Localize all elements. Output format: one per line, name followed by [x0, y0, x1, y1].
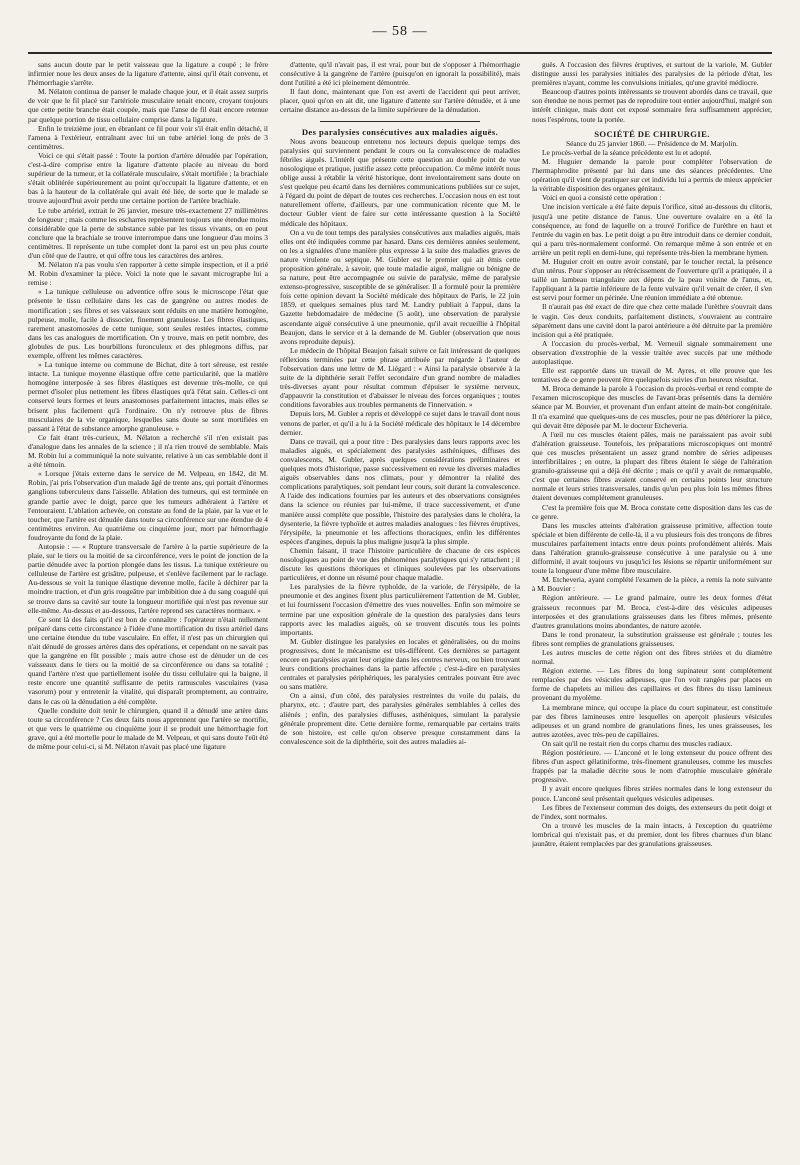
section-divider	[320, 121, 480, 122]
text-columns	[28, 60, 772, 1146]
paragraph: Il faut donc, maintenant que l'on est averti de l'accident qui peut arriver, placer, quoi qu'on en ait dit, une ligature d'attente sur l'artère dénudée, et à une certaine distance au-dessus de la limite supérieure de la dénudation.	[280, 87, 520, 115]
paragraph: M. Nélaton n'a pas voulu s'en rapporter à cette simple inspection, et il a prié M. Robin d'examiner la pièce. Voici la note que le savant micrographe lui a remise :	[28, 260, 268, 288]
paragraph: M. Nélaton continua de panser le malade chaque jour, et il était assez surpris de voir que le fil placé sur l'artériole musculaire tenait encore, croyant toujours que cette petite branche était coupée, mais que l'anse de fil était encore retenue par quelque portion de tissu cellulaire comprise dans la ligature.	[28, 87, 268, 124]
paragraph: sans aucun doute par le petit vaisseau que la ligature a coupé ; le frère infirmier noue les deux anses de la ligature d'attente, ainsi qu'il était convenu, et l'hémorrhagie s'arrête.	[28, 60, 268, 88]
paragraph: Le tube artériel, extrait le 26 janvier, mesure très-exactement 27 millimètres de longueur ; mais comme les escharres représentent toujours une étendue moins considérable que la perte de substance subie par les tissus vivants, on en peut conclure que la brachiale se trouve interrompue dans une longueur d'au moins 3 centimètres. Il représente un tube complet dont la paroi est un peu plus courte d'un côté que de l'autre, et qui offre tous les caractères des artères.	[28, 205, 268, 260]
paragraph: Quelle conduite doit tenir le chirurgien, quand il a dénudé une artère dans toute sa circonférence ? Ces deux faits nous apprennent que l'artère se mortifie, et que vers le quatrième ou cinquième jour il se produit une hémorrhagie fort grave, qui a été mortelle pour le malade de M. Velpeau, et qui sans doute l'eût été de même pour celui-ci, si M. Nélaton n'avait pas placé une ligature	[28, 705, 268, 752]
paragraph: On a ainsi, d'un côté, des paralysies restreintes du voile du palais, du pharynx, etc. ; d'autre part, des paralysies générales semblables à celles des aliénés ; enfin, des paralysies diffuses, asthéniques, simulant la paralysie générale proprement dite. Cette dernière forme, remarquable par certains traits de son histoire, est celle qu'on observe presque constamment dans la convalescence soit de la diphthérie, soit des autres maladies ai-	[280, 691, 520, 746]
paragraph: Une incision verticale a été faite depuis l'orifice, situé au-dessous du clitoris, jusqu'à une petite distance de l'anus. Une ouverture ovalaire en a été la conséquence, au fond de laquelle on a trouvé l'orifice de l'urèthre en haut et l'entrée du vagin en bas. Le petit doigt a pu être introduit dans ce dernier conduit, qui a paru très-normalement conformé. On remarque même à son entrée et en arrière un petit repli en demi-lune, qui représente très-bien la membrane hymen.	[532, 202, 772, 257]
paragraph: Ce sont là des faits qu'il est bon de connaître : l'opérateur n'était nullement préparé dans cette circonstance à l'idée d'une mortification du tissu artériel dans une certaine étendue du tube vasculaire. En effet, il n'est pas un chirurgien qui n'ait dénudé de grosses artères dans des opérations, et cependant on ne savait pas que la gangrène en fût possible ; mais autre chose est de dénuder un de ces vaisseaux dans le tiers ou la moitié de sa circonférence ou dans sa totalité ; quand l'artère n'est que partiellement isolée du tissu cellulaire qui la baigne, il reste encore une quantité suffisante de petits ramuscules vasculaires (vasa vasorum) pour y entretenir la vitalité, qui disparaît promptement, au contraire, dans le cas où la dénudation a été complète.	[28, 614, 268, 706]
paragraph: Les autres muscles de cette région ont des fibres striées et du diamètre normal.	[532, 648, 772, 667]
paragraph: M. Gubler distingue les paralysies en locales et généralisées, ou du moins progressives, dont le mécanisme est très-différent. Ces dernières se partagent encore en paralysies ayant leur origine dans les centres nerveux, ou bien trouvant leurs conditions prochaines dans la partie affectée ; c'est-à-dire en paralysies centrales et paralysies périphériques, les paralysies centrales pouvant être avec ou sans matière.	[280, 636, 520, 692]
session-line: Séance du 25 janvier 1860. — Présidence de M. Marjolin.	[566, 138, 738, 148]
paragraph: Les fibres de l'extenseur commun des doigts, des extenseurs du petit doigt et de l'index, sont normales.	[532, 802, 772, 821]
paragraph: On sait qu'il ne restait rien du corps charnu des muscles radiaux.	[542, 738, 733, 748]
paragraph: Autopsie : — « Rupture transversale de l'artère à la partie supérieure de la plaie, sur le tiers ou la moitié de sa circonférence, vers le point de jonction de la partie dénudée avec la portion plongée dans les tissus. La tunique extérieure ou celluleuse de l'artère est grisâtre, pulpeuse, et s'enlève facilement par le raclage. Au-dessous se voit la tunique élastique devenue molle, facile à déchirer par la moindre traction, et d'un gris rougeâtre par imbibition due à du sang coagulé qui se trouve dans sa cavité sur toute la longueur mortifiée qui n'est pas revenue sur elle-même. Au-dessus et au-dessous, l'artère reprend ses caractères normaux. »	[28, 541, 268, 615]
section-title: SOCIÉTÉ DE CHIRURGIE.	[594, 128, 710, 139]
paragraph: Le procès-verbal de la séance précédente est lu et adopté.	[542, 147, 712, 157]
paragraph: On a vu de tout temps des paralysies consécutives aux maladies aiguës, mais elles ont été indiquées comme par hasard. Dans ces dernières années seulement, on les a signalées d'une manière plus expresse à la suite des maladies graves de nature virulente ou septique. M. Gubler est le premier qui ait émis cette proposition générale, à savoir, que toute maladie aiguë, maligne ou bénigne de sa nature, peut être accompagnée ou suivie de paralysie, même de paralysie extenso-progressive, susceptible de se généraliser. Il a formulé pour la première fois cette opinion devant la Société médicale des hôpitaux de Paris, le 22 juin 1859, et quelques semaines plus tard M. Landry publiait à l'appui, dans la Gazette hebdomadaire de médecine (5 août), une observation de paralysie ascendante aiguë consécutive à une pneumonie, qu'il avait recueillie à l'hôpital Beaujon, dans le service et à la demande de M. Gubler (observation que nous avons reproduite depuis).	[280, 227, 520, 346]
page-header	[28, 18, 772, 54]
paragraph: d'attente, qu'il n'avait pas, il est vrai, pour but de s'opposer à l'hémorrhagie consécutive à la gangrène de l'artère (puisqu'on en ignorait la possibilité), mais dont l'utilité a été ici pleinement démontrée.	[280, 60, 520, 88]
paragraph: Voici ce qui s'était passé : Toute la portion d'artère dénudée par l'opération, c'est-à-dire comprise entre la ligature d'attente placée au niveau du bord supérieur de la tumeur, et la collatérale musculaire, s'était mortifiée ; la brachiale s'était oblitérée supérieurement au point qu'occupait la ligature d'attente, et en bas à la hauteur de la collatérale qui avait été liée, de sorte que le malade se trouve aujourd'hui avoir perdu une certaine portion de l'artère brachiale.	[28, 150, 268, 206]
column-1	[28, 60, 268, 1146]
paragraph: Dans ce travail, qui a pour titre : Des paralysies dans leurs rapports avec les maladies aiguës, et spécialement des paralysies asthéniques, diffuses des convalescents, M. Gubler, après quelques considérations préliminaires et quelques mots d'historique, passe successivement en revue les diverses maladies aiguës observables dans nos climats, pour y démontrer la réalité des complications paralytiques, soit pendant leur cours, soit durant la convalescence. A l'aide des indications fournies par les auteurs et des observations consignées dans la science ou réunies par lui-même, il trace successivement, et d'une manière aussi complète que possible, l'histoire des paralysies dans le choléra, la dysenterie, la fièvre typhoïde et autres maladies analogues : les fièvres éruptives, l'érysipèle, la pneumonie et les affections thoraciques, enfin les différentes espèces d'angines, depuis la plus maligne jusqu'à la plus simple.	[280, 436, 520, 546]
paragraph: On a trouvé les muscles de la main intacts, à l'exception du quatrième lombrical qui n'existait pas, et du premier, dont les fibres charnues d'un blanc jaunâtre, étaient remplacées par des granulations graisseuses.	[532, 820, 772, 848]
paragraph: « La tunique celluleuse ou adventice offre sous le microscope l'état que présente le tissu cellulaire dans les cas de gangrène ou autres modes de mortification ; ses fibres et ses vaisseaux sont réduits en une matière homogène, pulpeuse, molle, facile à dissocier, finement granuleuse. Les fibres élastiques, rarement anastomosées de cette tunique, sont seules restées intactes, comme dans les cas analogues de mortification. On y trouve, mais en petit nombre, des globules de pus. Les bourbillons furonculeux et des phlegmons diffus, par exemple, offrent les mêmes caractères.	[28, 287, 268, 360]
paragraph: guës. A l'occasion des fièvres éruptives, et surtout de la variole, M. Gubler distingue aussi les paralysies initiales des paralysies de la période d'état, les premières n'ayant, comme les convulsions initiales, qu'une gravité médiocre.	[532, 60, 772, 88]
paragraph: M. Huguier croit en outre avoir constaté, par le toucher rectal, la présence d'un utérus. Pour s'opposer au rétrécissement de l'ouverture qu'il a pratiquée, il a taillé un lambeau triangulaire aux dépens de la peau voisine de l'anus, et, l'appliquant à la partie inférieure de la fente vulvaire qu'il venait de créer, il s'en est servi pour former un périnée. Une réunion immédiate a été obtenue.	[532, 256, 772, 303]
paragraph: Elle est rapportée dans un travail de M. Ayres, et elle prouve que les tentatives de ce genre peuvent être quelquefois suivies d'un heureux résultat.	[532, 366, 772, 385]
paragraph: Le médecin de l'hôpital Beaujon faisait suivre ce fait intéressant de quelques réflexions terminées par cette phrase attribuée par mégarde à l'auteur de l'observation dans une lettre de M. Liégard : « Ainsi la paralysie observée à la suite de la diphthérie serait l'effet secondaire d'un grand nombre de maladies très-diverses ayant pour résultat commun d'épuiser le système nerveux, d'appauvrir la constitution et d'abaisser le niveau des forces organiques ; toutes conditions favorables aux troubles permanents de l'innervation. »	[280, 345, 520, 410]
paragraph: Il y avait encore quelques fibres striées normales dans le long extenseur du pouce. L'anconé seul présentait quelques vésicules adipeuses.	[532, 784, 772, 803]
column-2	[280, 60, 520, 1146]
paragraph: M. Broca demande la parole à l'occasion du procès-verbal et rend compte de l'examen microscopique des muscles de l'avant-bras présentés dans la dernière séance par M. Bouvier, et provenant d'un enfant atteint de main-bot congénitale. Il n'a examiné que quelques-uns de ces muscles, pour ne pas détériorer la pièce, qui devait être déposée par M. le docteur Etcheveria.	[532, 384, 772, 430]
paragraph: Région antérieure. — Le grand palmaire, outre les deux formes d'état graisseux reconnues par M. Broca, c'est-à-dire des vésicules adipeuses interposées et des granulations graisseuses dans les fibres mêmes, présente d'autres granulations moins abondantes, de nature azotée.	[532, 593, 772, 630]
paragraph: Région externe. — Les fibres du long supinateur sont complétement remplacées par des vésicules adipeuses, que l'on voit rangées par places en forme de chapelets au milieu des capillaires et des fibres du tissu lamineux provenant du myolème.	[532, 666, 772, 703]
paragraph: Ce fait étant très-curieux, M. Nélaton a recherché s'il n'en existait pas d'analogue dans les annales de la science ; il n'a rien trouvé de semblable. Mais M. Robin lui a communiqué la note suivante, relative à un cas semblable dont il a été témoin.	[28, 432, 268, 470]
paragraph: C'est la première fois que M. Broca constate cette disposition dans les cas de ce genre.	[532, 502, 772, 521]
paragraph: Région postérieure. — L'anconé et le long extenseur du pouce offrent des fibres d'un aspect gélatiniforme, très-finement granuleuses, comme les muscles frappés par la maladie décrite sous le nom d'atrophie musculaire générale progressive.	[532, 748, 772, 785]
paragraph: « Lorsque j'étais externe dans le service de M. Velpeau, en 1842, dit M. Robin, j'ai pris l'observation d'un malade âgé de trente ans, qui portait d'énormes ganglions tuberculeux dans l'aisselle. Ablation des tumeurs, qui est terminée en grande partie avec le doigt, parce que les tumeurs adhéraient à l'artère et l'entouraient. L'ablation achevée, on constate au fond de la plaie, par la vue et le toucher, que l'artère est dénudée dans toute sa circonférence sur une étendue de 4 centimètres environ. Au quatrième ou cinquième jour, mort par hémorrhagie foudroyante du fond de la plaie.	[28, 469, 268, 542]
paragraph: A l'occasion du procès-verbal, M. Verneuil signale sommairement une observation d'exstrophie de la vessie traitée avec succès par une méthode autoplastique.	[532, 338, 772, 366]
paragraph: Il n'aurait pas été exact de dire que chez cette malade l'urèthre s'ouvrait dans le vagin. Ces deux conduits, parfaitement distincts, s'ouvraient au contraire séparément dans une cavité dont la paroi antérieure a été détruite par la première incision qui a été pratiquée.	[532, 302, 772, 339]
paragraph: Dans le rond pronateur, la substitution graisseuse est générale ; toutes les fibres sont remplies de granulations graisseuses.	[532, 629, 772, 648]
paragraph: Voici en quoi a consisté cette opération :	[542, 193, 662, 203]
newspaper-page	[28, 18, 772, 1148]
paragraph: » La tunique interne ou commune de Bichat, dite à tort séreuse, est restée intacte. La tunique moyenne élastique offre cette particularité, que la matière homogène interposée à ses fibres élastiques est devenue très-molle, ce qui permet d'isoler plus nettement les fibres élastiques qu'à l'état sain. Celles-ci ont conservé leurs formes et leurs anastomoses parfaitement intactes, mais elles se brisent plus facilement qu'à l'ordinaire. On n'y retrouve plus de fibres musculaires de la vie organique, lesquelles sans doute se sont mortifiées en passant à l'état de substance amorphe granuleuse. »	[28, 360, 268, 433]
paragraph: Dans les muscles atteints d'altération graisseuse primitive, affection toute spéciale et bien différente de celle-là, il a vu plusieurs fois des tronçons de fibres musculaires parfaitement intacts entre deux points profondément altérés. Mais dans l'altération granulo-graisseuse consécutive à une paralysie ou à une difformité, il avait toujours vu jusqu'ici les lésions se répartir uniformément sur toute la longueur d'une même fibre musculaire.	[532, 520, 772, 576]
paragraph: M. Etcheveria, ayant complété l'examen de la pièce, a remis la note suivante à M. Bouvier :	[532, 575, 772, 594]
paragraph: La membrane mince, qui occupe la place du court supinateur, est constituée par des fibres lamineuses entre lesquelles on aperçoit plusieurs vésicules adipeuses et un grand nombre de granulations fines, les unes graisseuses, les autres azotées, avec très-peu de capillaires.	[532, 702, 772, 739]
paragraph: A l'œil nu ces muscles étaient pâles, mais ne paraissaient pas avoir subi d'altération graisseuse. Toutefois, les préparations microscopiques ont montré que ces muscles présentaient un assez grand nombre de séries adipeuses interfibrillaires ; en outre, la plupart des fibres étaient le siége de l'altération granulo-graisseuse qui a déjà été décrite ; mais ce qu'il y avait de remarquable, c'est que certaines fibres avaient conservé en certains points leur structure normale et leurs stries transversales, tandis qu'un peu plus loin les mêmes fibres étaient devenues complétement granuleuses.	[532, 429, 772, 503]
paragraph: Nous avons beaucoup entretenu nos lecteurs depuis quelque temps des paralysies qui surviennent pendant le cours ou la convalescence de maladies fébriles aiguës. L'intérêt que présente cette question au double point de vue nosologique et pratique, justifie assez cette préoccupation. Ce même intérêt nous oblige aussi à rétablir la vérité historique, dont involontairement sans doute on s'est quelque peu écarté dans les dernières communications publiées sur ce sujet, à l'égard du point de départ de toutes ces recherches. L'occasion nous en est tout naturellement offerte, d'ailleurs, par une communication récente que M. le docteur Gubler vient de faire sur cette intéressante question à la Société médicale des hôpitaux.	[280, 136, 520, 228]
column-3	[532, 60, 772, 1146]
paragraph: Beaucoup d'autres points intéressants se trouvent abordés dans ce travail, que son étendue ne nous permet pas de reproduire tout entier aujourd'hui, malgré son intérêt clinique, mais dont cet exposé sommaire fera suffisamment apprécier, nous l'espérons, toute la portée.	[532, 87, 772, 124]
section-title: Des paralysies consécutives aux maladies aiguës.	[301, 126, 499, 137]
paragraph: M. Huguier demande la parole pour compléter l'observation de l'hermaphrodite présenté par lui dans une des séances précédentes. Une opération qu'il vient de pratiquer sur cet individu lui a permis de mieux apprécier la véritable disposition des organes génitaux.	[532, 156, 772, 194]
paragraph: Chemin faisant, il trace l'histoire particulière de chacune de ces espèces nosologiques au point de vue des phénomènes paralytiques qui s'y rattachent ; il discute les questions théoriques et cliniques soulevées par les observations particulières, et donne un résumé pour chaque maladie.	[280, 545, 520, 583]
paragraph: Enfin le treizième jour, en ébranlant ce fil pour voir s'il était enfin détaché, il l'amena à l'extérieur, entraînant avec lui un tube artériel long de près de 3 centimètres.	[28, 123, 268, 151]
paragraph: Depuis lors, M. Gubler a repris et développé ce sujet dans le travail dont nous venons de parler, et qu'il a lu à la Société médicale des hôpitaux le 14 décembre dernier.	[280, 409, 520, 437]
paragraph: Les paralysies de la fièvre typhoïde, de la variole, de l'érysipèle, de la pneumonie et des angines fixent plus particulièrement l'attention de M. Gubler, et lui fournissent l'occasion d'émettre des vues nouvelles. Enfin son mémoire se termine par une exposition générale de la question des paralysies dans leurs rapports avec les maladies aiguës, où se trouvent discutés tous les points importants.	[280, 582, 520, 637]
page-number: — 58 —	[372, 24, 428, 39]
